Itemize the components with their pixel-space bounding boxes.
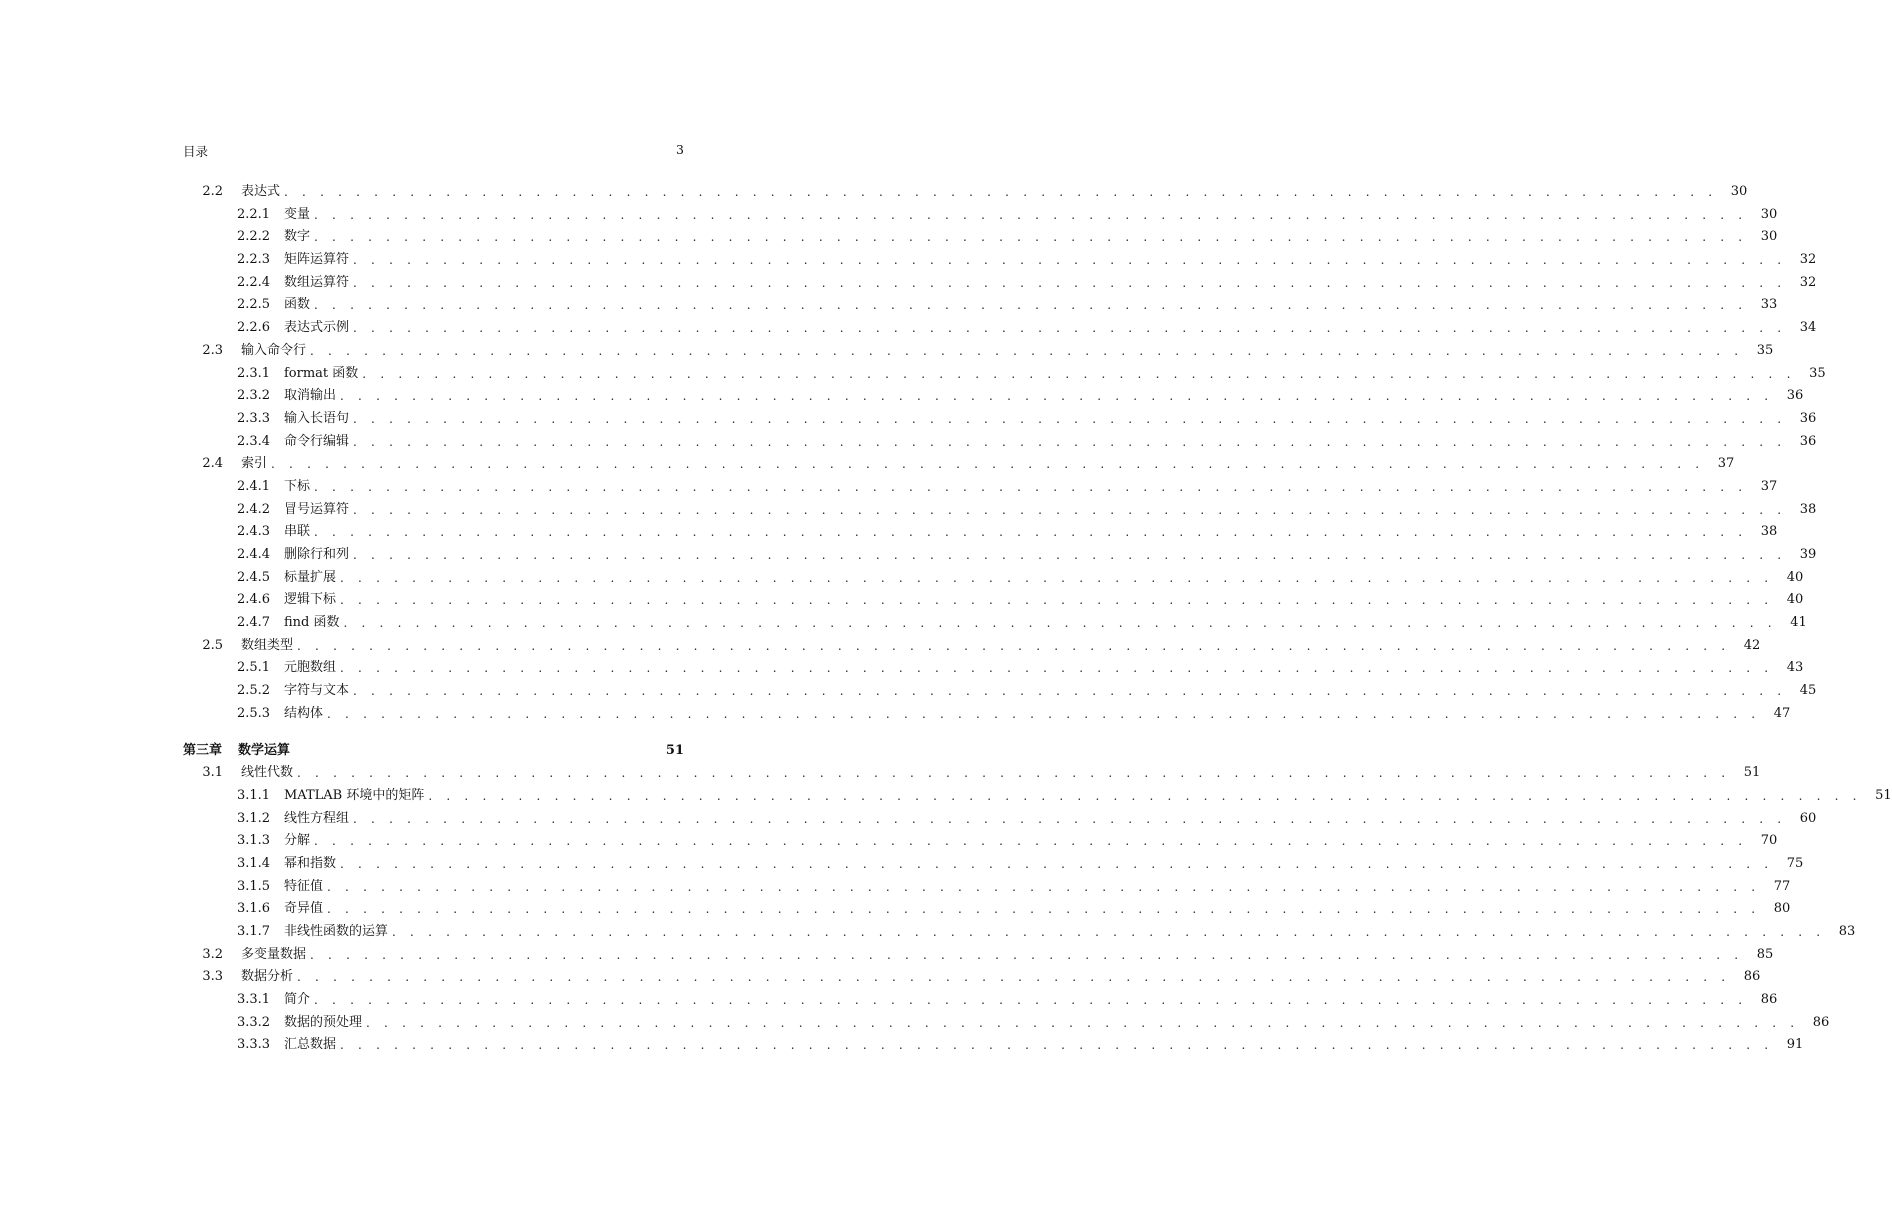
dot-leader: . . . . . . . . . . . . . . . . . . . . . . . . . . . . . . . . . . . . . . . . . . . . . . . . . . . . . . . . . . . . . . . . . . . . . . . . . . . . . . . . <box>327 706 1761 721</box>
dot-leader: . . . . . . . . . . . . . . . . . . . . . . . . . . . . . . . . . . . . . . . . . . . . . . . . . . . . . . . . . . . . . . . . . . . . . . . . . . . . . . . . <box>340 389 1774 404</box>
toc-page: 75 <box>1786 855 1804 871</box>
toc-title: 奇异值 <box>284 901 324 917</box>
dot-leader: . . . . . . . . . . . . . . . . . . . . . . . . . . . . . . . . . . . . . . . . . . . . . . . . . . . . . . . . . . . . . . . . . . . . . . . . . . . . . . . . <box>340 593 1774 608</box>
toc-subsection[interactable] <box>183 989 1778 1012</box>
toc-subsection[interactable] <box>183 876 1791 899</box>
toc-title: 结构体 <box>284 705 324 721</box>
toc-subsection[interactable] <box>183 1012 1830 1035</box>
toc-title: 元胞数组 <box>284 660 337 676</box>
toc-title: 特征值 <box>284 878 324 894</box>
toc-title: 数组运算符 <box>284 274 350 290</box>
table-of-contents <box>183 181 1892 1057</box>
dot-leader: . . . . . . . . . . . . . . . . . . . . . . . . . . . . . . . . . . . . . . . . . . . . . . . . . . . . . . . . . . . . . . . . . . . . . . . . . . . . . . . . <box>353 321 1787 336</box>
toc-number: 2.5.1 <box>237 660 271 676</box>
toc-number: 2.5.3 <box>237 705 271 721</box>
toc-number: 3.1.1 <box>237 787 271 803</box>
toc-title: 表达式示例 <box>284 320 350 336</box>
toc-page: 33 <box>1760 297 1778 313</box>
toc-subsection[interactable] <box>183 431 1817 454</box>
toc-title: 数据的预处理 <box>284 1014 363 1030</box>
toc-subsection[interactable] <box>183 385 1804 408</box>
toc-page: 37 <box>1717 456 1735 472</box>
toc-title: 表达式 <box>241 184 281 199</box>
dot-leader: . . . . . . . . . . . . . . . . . . . . . . . . . . . . . . . . . . . . . . . . . . . . . . . . . . . . . . . . . . . . . . . . . . . . . . . . . . . . . . . . <box>340 570 1774 585</box>
dot-leader: . . . . . . . . . . . . . . . . . . . . . . . . . . . . . . . . . . . . . . . . . . . . . . . . . . . . . . . . . . . . . . . . . . . . . . . . . . . . . . . . <box>353 811 1787 826</box>
toc-title: 标量扩展 <box>284 569 337 585</box>
toc-subsection[interactable] <box>183 853 1804 876</box>
dot-leader: . . . . . . . . . . . . . . . . . . . . . . . . . . . . . . . . . . . . . . . . . . . . . . . . . . . . . . . . . . . . . . . . . . . . . . . . . . . . . . . . <box>340 856 1774 871</box>
dot-leader: . . . . . . . . . . . . . . . . . . . . . . . . . . . . . . . . . . . . . . . . . . . . . . . . . . . . . . . . . . . . . . . . . . . . . . . . . . . . . . . . <box>284 185 1718 199</box>
toc-subsection[interactable] <box>183 363 1826 386</box>
toc-title: MATLAB 环境中的矩阵 <box>284 787 425 803</box>
dot-leader: . . . . . . . . . . . . . . . . . . . . . . . . . . . . . . . . . . . . . . . . . . . . . . . . . . . . . . . . . . . . . . . . . . . . . . . . . . . . . . . . <box>353 275 1787 290</box>
toc-page: 77 <box>1773 878 1791 894</box>
toc-subsection[interactable] <box>183 317 1817 340</box>
dot-leader: . . . . . . . . . . . . . . . . . . . . . . . . . . . . . . . . . . . . . . . . . . . . . . . . . . . . . . . . . . . . . . . . . . . . . . . . . . . . . . . . <box>314 479 1748 494</box>
toc-page: 80 <box>1773 901 1791 917</box>
toc-title: 数据分析 <box>241 969 294 985</box>
dot-leader: . . . . . . . . . . . . . . . . . . . . . . . . . . . . . . . . . . . . . . . . . . . . . . . . . . . . . . . . . . . . . . . . . . . . . . . . . . . . . . . . <box>353 434 1787 449</box>
toc-page: 30 <box>1730 184 1748 199</box>
toc-number: 2.3.1 <box>237 365 271 381</box>
dot-leader: . . . . . . . . . . . . . . . . . . . . . . . . . . . . . . . . . . . . . . . . . . . . . . . . . . . . . . . . . . . . . . . . . . . . . . . . . . . . . . . . <box>310 343 1744 358</box>
toc-page: 51 <box>665 742 684 758</box>
toc-subsection[interactable] <box>183 204 1778 227</box>
toc-subsection[interactable] <box>183 680 1817 703</box>
toc-subsection[interactable] <box>183 226 1778 249</box>
dot-leader: . . . . . . . . . . . . . . . . . . . . . . . . . . . . . . . . . . . . . . . . . . . . . . . . . . . . . . . . . . . . . . . . . . . . . . . . . . . . . . . . <box>353 502 1787 517</box>
dot-leader: . . . . . . . . . . . . . . . . . . . . . . . . . . . . . . . . . . . . . . . . . . . . . . . . . . . . . . . . . . . . . . . . . . . . . . . . . . . . . . . . <box>343 616 1777 631</box>
toc-title: 数组类型 <box>241 637 294 653</box>
toc-chapter[interactable] <box>183 740 684 763</box>
toc-number: 3.1.4 <box>237 855 271 871</box>
toc-subsection[interactable] <box>183 830 1778 853</box>
toc-number: 2.4.5 <box>237 569 271 585</box>
toc-subsection[interactable] <box>183 294 1778 317</box>
toc-number: 2.2.6 <box>237 320 271 336</box>
toc-page: 30 <box>1760 229 1778 245</box>
toc-page: 51 <box>1875 787 1892 803</box>
toc-title: 非线性函数的运算 <box>284 924 389 939</box>
toc-page: 86 <box>1760 992 1778 1008</box>
toc-title: 下标 <box>284 478 311 494</box>
toc-number: 2.2.3 <box>237 252 271 268</box>
toc-page: 91 <box>1786 1037 1804 1053</box>
toc-number: 3.1.2 <box>237 810 271 826</box>
toc-subsection[interactable] <box>183 567 1804 590</box>
toc-section[interactable] <box>183 966 1761 989</box>
toc-number: 3.3 <box>202 969 223 985</box>
toc-number: 2.3 <box>202 342 223 358</box>
toc-number: 3.1.5 <box>237 878 271 894</box>
toc-title: 索引 <box>241 456 268 472</box>
toc-number: 2.4.6 <box>237 592 271 608</box>
toc-page: 60 <box>1799 810 1817 826</box>
toc-subsection[interactable] <box>183 612 1807 635</box>
toc-number: 3.3.3 <box>237 1037 271 1053</box>
toc-number: 第三章 <box>183 742 223 758</box>
toc-section[interactable] <box>183 944 1774 967</box>
toc-title: 字符与文本 <box>284 683 350 699</box>
toc-title: 删除行和列 <box>284 547 350 562</box>
toc-title: 取消输出 <box>284 388 337 404</box>
toc-section[interactable] <box>183 181 1748 204</box>
toc-number: 2.2.2 <box>237 229 271 245</box>
toc-page: 41 <box>1790 615 1807 631</box>
toc-number: 2.4.1 <box>237 478 271 494</box>
toc-title: 逻辑下标 <box>284 592 337 608</box>
toc-page: 42 <box>1743 637 1761 653</box>
dot-leader: . . . . . . . . . . . . . . . . . . . . . . . . . . . . . . . . . . . . . . . . . . . . . . . . . . . . . . . . . . . . . . . . . . . . . . . . . . . . . . . . <box>428 788 1862 803</box>
toc-subsection[interactable] <box>183 408 1817 431</box>
toc-subsection[interactable] <box>183 808 1817 831</box>
dot-leader: . . . . . . . . . . . . . . . . . . . . . . . . . . . . . . . . . . . . . . . . . . . . . . . . . . . . . . . . . . . . . . . . . . . . . . . . . . . . . . . . <box>271 457 1705 472</box>
toc-title: 矩阵运算符 <box>284 252 350 268</box>
toc-title: 分解 <box>284 833 311 849</box>
toc-title: 函数 <box>284 297 311 313</box>
toc-page: 43 <box>1786 660 1804 676</box>
dot-leader: . . . . . . . . . . . . . . . . . . . . . . . . . . . . . . . . . . . . . . . . . . . . . . . . . . . . . . . . . . . . . . . . . . . . . . . . . . . . . . . . <box>314 298 1748 313</box>
toc-page: 40 <box>1786 569 1804 585</box>
toc-page: 45 <box>1799 683 1817 699</box>
toc-title: 变量 <box>284 206 311 222</box>
dot-leader: . . . . . . . . . . . . . . . . . . . . . . . . . . . . . . . . . . . . . . . . . . . . . . . . . . . . . . . . . . . . . . . . . . . . . . . . . . . . . . . . <box>392 925 1826 939</box>
toc-number: 2.3.4 <box>237 433 271 449</box>
toc-number: 3.1.7 <box>237 924 271 939</box>
toc-page: 32 <box>1799 274 1817 290</box>
toc-number: 3.3.2 <box>237 1014 271 1030</box>
toc-page: 70 <box>1760 833 1778 849</box>
toc-subsection[interactable] <box>183 249 1817 272</box>
toc-page: 30 <box>1760 206 1778 222</box>
toc-section[interactable] <box>183 635 1761 658</box>
toc-page: 85 <box>1756 946 1774 962</box>
toc-title: 输入长语句 <box>284 410 350 426</box>
toc-subsection[interactable] <box>183 1034 1804 1057</box>
toc-page: 32 <box>1799 252 1817 268</box>
dot-leader: . . . . . . . . . . . . . . . . . . . . . . . . . . . . . . . . . . . . . . . . . . . . . . . . . . . . . . . . . . . . . . . . . . . . . . . . . . . . . . . . <box>314 993 1748 1008</box>
toc-subsection[interactable] <box>183 785 1892 808</box>
toc-page: 35 <box>1809 365 1826 381</box>
toc-subsection[interactable] <box>183 521 1778 544</box>
toc-title: 幂和指数 <box>284 855 337 871</box>
toc-title: 输入命令行 <box>241 342 307 358</box>
toc-title: 串联 <box>284 524 311 540</box>
toc-subsection[interactable] <box>183 544 1817 567</box>
toc-number: 2.2 <box>202 184 223 199</box>
toc-section[interactable] <box>183 762 1761 785</box>
toc-number: 2.4 <box>202 456 223 472</box>
toc-number: 2.2.5 <box>237 297 271 313</box>
dot-leader: . . . . . . . . . . . . . . . . . . . . . . . . . . . . . . . . . . . . . . . . . . . . . . . . . . . . . . . . . . . . . . . . . . . . . . . . . . . . . . . . <box>314 834 1748 849</box>
running-title: 目录 <box>183 144 209 159</box>
toc-number: 2.5 <box>202 637 223 653</box>
dot-leader: . . . . . . . . . . . . . . . . . . . . . . . . . . . . . . . . . . . . . . . . . . . . . . . . . . . . . . . . . . . . . . . . . . . . . . . . . . . . . . . . <box>297 638 1731 653</box>
toc-subsection[interactable] <box>183 476 1778 499</box>
toc-page: 86 <box>1812 1014 1830 1030</box>
toc-page: 51 <box>1743 765 1761 781</box>
toc-number: 3.1.6 <box>237 901 271 917</box>
toc-subsection[interactable] <box>183 921 1856 944</box>
toc-page: 36 <box>1799 410 1817 426</box>
toc-title: 线性方程组 <box>284 810 350 826</box>
dot-leader: . . . . . . . . . . . . . . . . . . . . . . . . . . . . . . . . . . . . . . . . . . . . . . . . . . . . . . . . . . . . . . . . . . . . . . . . . . . . . . . . <box>297 970 1731 985</box>
toc-subsection[interactable] <box>183 657 1804 680</box>
toc-section[interactable] <box>183 453 1735 476</box>
dot-leader: . . . . . . . . . . . . . . . . . . . . . . . . . . . . . . . . . . . . . . . . . . . . . . . . . . . . . . . . . . . . . . . . . . . . . . . . . . . . . . . . <box>314 525 1748 540</box>
toc-title: format 函数 <box>284 365 359 381</box>
dot-leader: . . . . . . . . . . . . . . . . . . . . . . . . . . . . . . . . . . . . . . . . . . . . . . . . . . . . . . . . . . . . . . . . . . . . . . . . . . . . . . . . <box>314 207 1748 222</box>
toc-number: 2.2.4 <box>237 274 271 290</box>
dot-leader: . . . . . . . . . . . . . . . . . . . . . . . . . . . . . . . . . . . . . . . . . . . . . . . . . . . . . . . . . . . . . . . . . . . . . . . . . . . . . . . . <box>353 548 1787 562</box>
dot-leader: . . . . . . . . . . . . . . . . . . . . . . . . . . . . . . . . . . . . . . . . . . . . . . . . . . . . . . . . . . . . . . . . . . . . . . . . . . . . . . . . <box>310 947 1744 962</box>
toc-page: 34 <box>1799 320 1817 336</box>
toc-subsection[interactable] <box>183 499 1817 522</box>
toc-page: 47 <box>1773 705 1791 721</box>
toc-number: 2.3.3 <box>237 410 271 426</box>
toc-page: 83 <box>1838 924 1856 939</box>
toc-page: 37 <box>1760 478 1778 494</box>
toc-page: 39 <box>1799 547 1817 562</box>
toc-title: 简介 <box>284 992 311 1008</box>
toc-page: 86 <box>1743 969 1761 985</box>
toc-page: 35 <box>1756 342 1774 358</box>
toc-number: 2.2.1 <box>237 206 271 222</box>
toc-number: 2.4.2 <box>237 501 271 517</box>
toc-title: find 函数 <box>284 615 340 631</box>
toc-title: 线性代数 <box>241 765 294 781</box>
dot-leader: . . . . . . . . . . . . . . . . . . . . . . . . . . . . . . . . . . . . . . . . . . . . . . . . . . . . . . . . . . . . . . . . . . . . . . . . . . . . . . . . <box>353 684 1787 699</box>
dot-leader: . . . . . . . . . . . . . . . . . . . . . . . . . . . . . . . . . . . . . . . . . . . . . . . . . . . . . . . . . . . . . . . . . . . . . . . . . . . . . . . . <box>340 661 1774 676</box>
toc-number: 2.4.4 <box>237 547 271 562</box>
dot-leader: . . . . . . . . . . . . . . . . . . . . . . . . . . . . . . . . . . . . . . . . . . . . . . . . . . . . . . . . . . . . . . . . . . . . . . . . . . . . . . . . <box>362 366 1796 381</box>
dot-leader: . . . . . . . . . . . . . . . . . . . . . . . . . . . . . . . . . . . . . . . . . . . . . . . . . . . . . . . . . . . . . . . . . . . . . . . . . . . . . . . . <box>297 766 1731 781</box>
toc-number: 2.3.2 <box>237 388 271 404</box>
toc-subsection[interactable] <box>183 898 1791 921</box>
toc-page: 38 <box>1760 524 1778 540</box>
toc-page: 38 <box>1799 501 1817 517</box>
toc-number: 3.1.3 <box>237 833 271 849</box>
toc-subsection[interactable] <box>183 272 1817 295</box>
toc-subsection[interactable] <box>183 589 1804 612</box>
dot-leader: . . . . . . . . . . . . . . . . . . . . . . . . . . . . . . . . . . . . . . . . . . . . . . . . . . . . . . . . . . . . . . . . . . . . . . . . . . . . . . . . <box>314 230 1748 245</box>
toc-page: 40 <box>1786 592 1804 608</box>
dot-leader: . . . . . . . . . . . . . . . . . . . . . . . . . . . . . . . . . . . . . . . . . . . . . . . . . . . . . . . . . . . . . . . . . . . . . . . . . . . . . . . . <box>327 879 1761 894</box>
toc-subsection[interactable] <box>183 703 1791 726</box>
toc-title: 数学运算 <box>238 742 291 758</box>
toc-title: 冒号运算符 <box>284 501 350 517</box>
toc-page: 36 <box>1799 433 1817 449</box>
toc-number: 3.2 <box>202 946 223 962</box>
dot-leader: . . . . . . . . . . . . . . . . . . . . . . . . . . . . . . . . . . . . . . . . . . . . . . . . . . . . . . . . . . . . . . . . . . . . . . . . . . . . . . . . <box>353 253 1787 268</box>
dot-leader: . . . . . . . . . . . . . . . . . . . . . . . . . . . . . . . . . . . . . . . . . . . . . . . . . . . . . . . . . . . . . . . . . . . . . . . . . . . . . . . . <box>327 902 1761 917</box>
toc-number: 2.4.3 <box>237 524 271 540</box>
dot-leader: . . . . . . . . . . . . . . . . . . . . . . . . . . . . . . . . . . . . . . . . . . . . . . . . . . . . . . . . . . . . . . . . . . . . . . . . . . . . . . . . <box>366 1015 1800 1030</box>
toc-page: 36 <box>1786 388 1804 404</box>
toc-number: 3.3.1 <box>237 992 271 1008</box>
toc-number: 2.4.7 <box>237 615 271 631</box>
toc-title: 数字 <box>284 229 311 245</box>
toc-title: 命令行编辑 <box>284 433 350 449</box>
toc-number: 2.5.2 <box>237 683 271 699</box>
page-header <box>183 142 684 160</box>
toc-title: 多变量数据 <box>241 946 307 962</box>
toc-number: 3.1 <box>202 765 223 781</box>
dot-leader: . . . . . . . . . . . . . . . . . . . . . . . . . . . . . . . . . . . . . . . . . . . . . . . . . . . . . . . . . . . . . . . . . . . . . . . . . . . . . . . . <box>353 411 1787 426</box>
toc-title: 汇总数据 <box>284 1037 337 1053</box>
dot-leader: . . . . . . . . . . . . . . . . . . . . . . . . . . . . . . . . . . . . . . . . . . . . . . . . . . . . . . . . . . . . . . . . . . . . . . . . . . . . . . . . <box>340 1038 1774 1053</box>
page-number: 3 <box>676 142 684 157</box>
toc-section[interactable] <box>183 340 1774 363</box>
